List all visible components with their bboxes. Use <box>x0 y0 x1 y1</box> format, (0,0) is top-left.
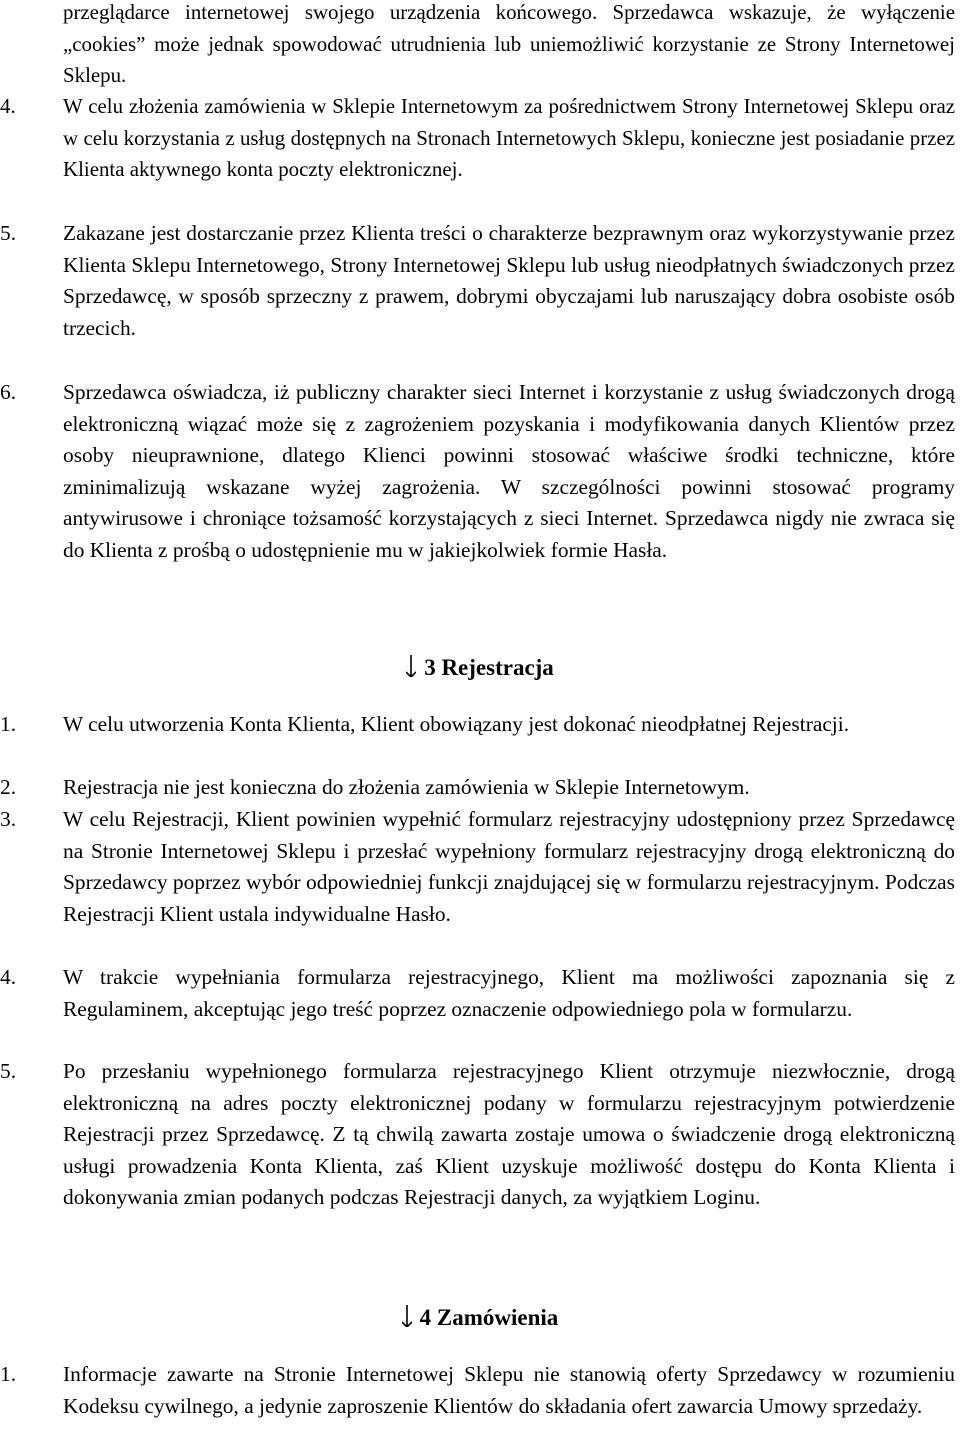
list-text: Po przesłaniu wypełnionego formularza rejestracyjnego Klient otrzymuje niezwłocznie, drogą elektroniczną na adres poczty elektronicznej podany w formularzu rejestracyjnym potwierdzenie Rejestracji przez Sprzedawcę. Z tą chwilą zawarta zostaje umowa o świadczenie drogą elektroniczną usługi prowadzenia Konta Klienta, zaś Klient uzyskuje możliwość dostępu do Konta Klienta i dokonywania zmian podanych podczas Rejestracji danych, za wyjątkiem Loginu. <box>63 1059 955 1209</box>
list-number: 5. <box>0 1059 17 1083</box>
list-text: Informacje zawarte na Stronie Internetowej Sklepu nie stanowią oferty Sprzedawcy w rozumieniu Kodeksu cywilnego, a jedynie zaproszenie Klientów do składania ofert zawarcia Umowy sprzedaży. <box>63 1362 955 1418</box>
section-heading-text: 3 Rejestracja <box>424 655 554 680</box>
list-number: 1. <box>0 712 17 736</box>
section-marker-icon <box>406 655 416 677</box>
list-number: 3. <box>0 807 17 831</box>
section-heading <box>0 652 960 683</box>
intro-paragraph: przeglądarce internetowej swojego urządzenia końcowego. Sprzedawca wskazuje, że wyłączenie „cookies” może jednak spowodować utrudnienia lub uniemożliwić korzystanie ze Strony Internetowej Sklepu. <box>63 0 955 87</box>
list-number: 6. <box>0 380 17 404</box>
list-text: Rejestracja nie jest konieczna do złożenia zamówienia w Sklepie Internetowym. <box>63 775 750 799</box>
list-text: W trakcie wypełniania formularza rejestracyjnego, Klient ma możliwości zapoznania się z Regulaminem, akceptując jego treść poprzez oznaczenie odpowiedniego pola w formularzu. <box>63 965 955 1021</box>
list-number: 4. <box>0 94 16 118</box>
list-text: W celu utworzenia Konta Klienta, Klient obowiązany jest dokonać nieodpłatnej Rejestracji. <box>63 712 850 736</box>
list-text: W celu Rejestracji, Klient powinien wypełnić formularz rejestracyjny udostępniony przez Sprzedawcę na Stronie Internetowej Sklepu i przesłać wypełniony formularz rejestracyjny drogą elektroniczną do Sprzedawcy poprzez wybór odpowiedniej funkcji znajdującej się w formularzu rejestracyjnym. Podczas Rejestracji Klient ustala indywidualne Hasło. <box>63 807 955 926</box>
section-heading-text: 4 Zamówienia <box>419 1305 559 1330</box>
list-number: 1. <box>0 1362 17 1386</box>
section-marker-icon <box>402 1305 412 1327</box>
list-number: 2. <box>0 775 17 799</box>
list-number: 4. <box>0 965 17 989</box>
list-text: Zakazane jest dostarczanie przez Klienta treści o charakterze bezprawnym oraz wykorzystywanie przez Klienta Sklepu Internetowego, Strony Internetowej Sklepu lub usług nieodpłatnych świadczonych przez Sprzedawcę, w sposób sprzeczny z prawem, dobrymi obyczajami lub naruszający dobra osobiste osób trzecich. <box>63 221 955 340</box>
list-text: Sprzedawca oświadcza, iż publiczny charakter sieci Internet i korzystanie z usług świadczonych drogą elektroniczną wiązać może się z zagrożeniem pozyskania i modyfikowania danych Klientów przez osoby nieuprawnione, dlatego Klienci powinni stosować właściwe środki techniczne, które zminimalizują wskazane wyżej zagrożenia. W szczególności powinni stosować programy antywirusowe i chroniące tożsamość korzystających z sieci Internet. Sprzedawca nigdy nie zwraca się do Klienta z prośbą o udostępnienie mu w jakiejkolwiek formie Hasła. <box>63 380 955 562</box>
list-text: W celu złożenia zamówienia w Sklepie Internetowym za pośrednictwem Strony Internetowej Sklepu oraz w celu korzystania z usług dostępnych na Stronach Internetowych Sklepu, konieczne jest posiadanie przez Klienta aktywnego konta poczty elektronicznej. <box>63 94 955 181</box>
list-number: 5. <box>0 221 17 245</box>
section-heading <box>0 1302 960 1333</box>
